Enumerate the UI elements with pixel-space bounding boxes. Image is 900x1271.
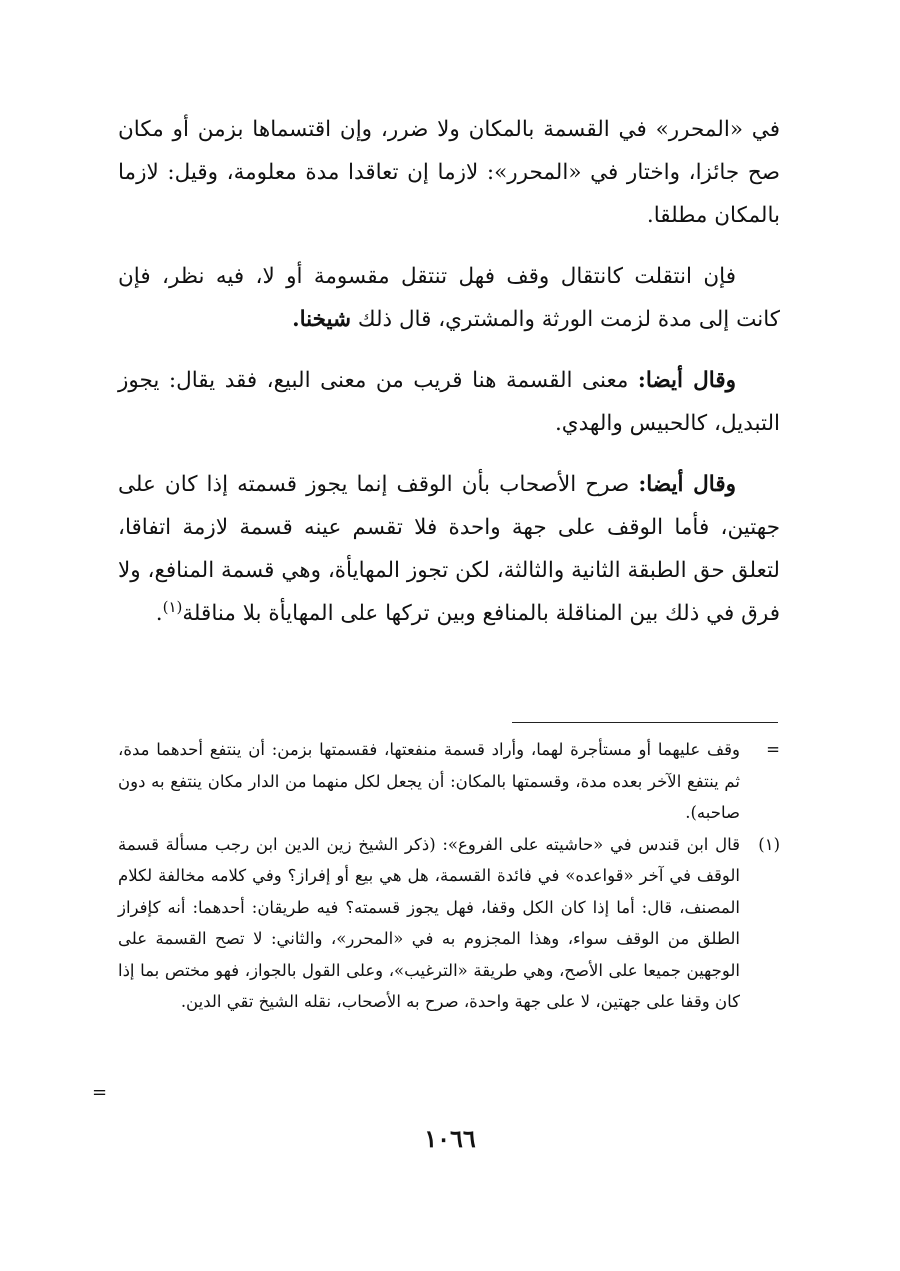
footnote-text: وقف عليهما أو مستأجرة لهما، وأراد قسمة منفعتها، فقسمتها بزمن: أن ينتفع أحدهما مدة، ثم ينتفع الآخر بعده مدة، وقسمتها بالمكان: أن يجعل لكل منهما من الدار مكان ينتفع به دون صاحبه). <box>118 740 740 822</box>
paragraph-3-text: معنى القسمة هنا قريب من معنى البيع، فقد يقال: يجوز التبديل، كالحبيس والهدي. <box>118 368 780 436</box>
footnote-1 <box>118 829 780 1018</box>
paragraph-4-text: صرح الأصحاب بأن الوقف إنما يجوز قسمته إذا كان على جهتين، فأما الوقف على جهة واحدة فلا تقسم عينه قسمة لازمة اتفاقا، لتعلق حق الطبقة الثانية والثالثة، لكن تجوز المهايأة، وهي قسمة المنافع، ولا فرق في ذلك بين المناقلة بالمنافع وبين تركها على المهايأة بلا مناقلة <box>118 472 780 626</box>
footnotes <box>118 734 780 1018</box>
page-number: ١٠٦٦ <box>424 1124 476 1153</box>
paragraph-1-text: في «المحرر» في القسمة بالمكان ولا ضرر، وإن اقتسماها بزمن أو مكان صح جائزا، واختار في «المحرر»: لازما إن تعاقدا مدة معلومة، وقيل: لازما بالمكان مطلقا. <box>118 117 780 228</box>
continuation-mark: = <box>92 1082 108 1103</box>
footnote-marker: (١) <box>758 834 780 854</box>
paragraph-3-lead: وقال أيضا: <box>637 368 736 393</box>
footnote-marker: = <box>766 740 780 759</box>
paragraph-2-text: فإن انتقلت كانتقال وقف فهل تنتقل مقسومة أو لا، فيه نظر، فإن كانت إلى مدة لزمت الورثة والمشتري، قال ذلك <box>118 264 780 332</box>
footnote-continuation <box>118 734 780 829</box>
paragraph-4-lead: وقال أيضا: <box>638 472 737 497</box>
paragraph-3 <box>118 359 780 445</box>
footnote-separator <box>512 722 778 723</box>
paragraph-2-bold: شيخنا. <box>292 307 352 332</box>
paragraph-4 <box>118 463 780 635</box>
footnote-reference[interactable]: (١) <box>162 597 183 616</box>
paragraph-1 <box>118 108 780 237</box>
main-text <box>118 108 780 653</box>
paragraph-4-end: . <box>155 601 163 626</box>
footnote-text: قال ابن قندس في «حاشيته على الفروع»: (ذكر الشيخ زين الدين ابن رجب مسألة قسمة الوقف في آخر «قواعده» في فائدة القسمة، هل هي بيع أو إفراز؟ وفي كلامه مخالفة لكلام المصنف، قال: أما إذا كان الكل وقفا، فهل يجوز قسمته؟ فيه طريقان: أحدهما: أنه كإفراز الطلق من الوقف سواء، وهذا المجزوم به في «المحرر»، والثاني: لا تصح القسمة على الوجهين جميعا على الأصح، وهي طريقة «الترغيب»، وعلى القول بالجواز، فهو مختص بما إذا كان وقفا على جهتين، لا على جهة واحدة، صرح به الأصحاب، نقله الشيخ تقي الدين. <box>118 834 740 1011</box>
paragraph-2 <box>118 255 780 341</box>
